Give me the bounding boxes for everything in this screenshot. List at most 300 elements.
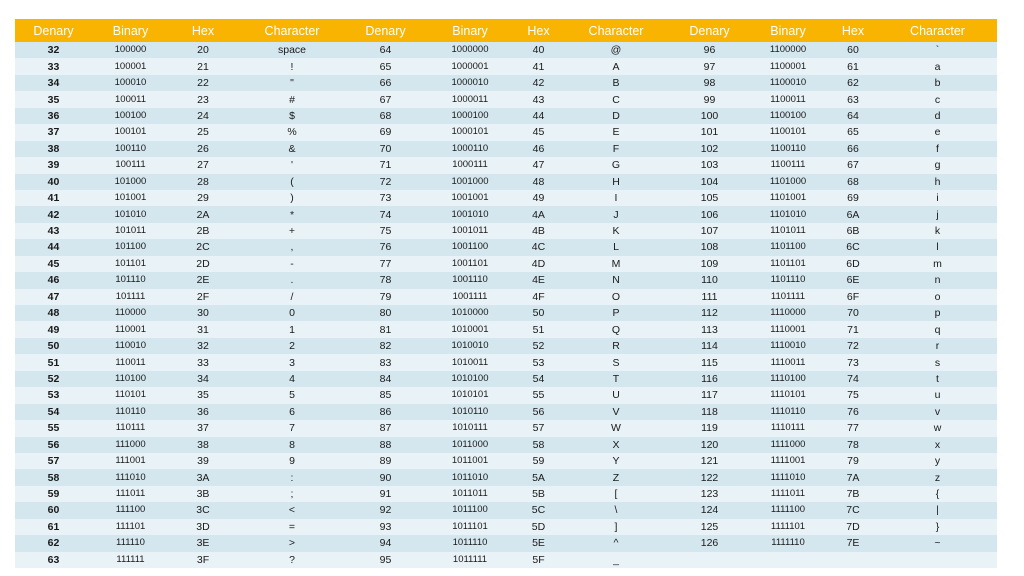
cell-denary: 55 — [47, 422, 60, 435]
cell-binary: 1110010 — [770, 340, 806, 352]
cell-denary: 69 — [379, 126, 392, 139]
cell-denary: 123 — [700, 488, 719, 501]
cell-hex: 43 — [532, 93, 545, 106]
cell-hex: 6F — [846, 290, 860, 303]
table-row — [15, 124, 997, 140]
table-row — [15, 256, 997, 272]
cell-denary: 34 — [47, 77, 60, 90]
cell-binary: 1010011 — [451, 356, 489, 368]
cell-binary: 111100 — [115, 504, 146, 516]
cell-denary: 125 — [700, 520, 719, 533]
cell-hex: 58 — [532, 438, 545, 451]
cell-binary: 111111 — [116, 553, 145, 565]
cell-character: / — [290, 290, 294, 303]
cell-character: b — [934, 77, 941, 90]
cell-character: ; — [290, 488, 294, 501]
cell-denary: 56 — [47, 438, 60, 451]
cell-binary: 1010010 — [451, 340, 489, 352]
cell-denary: 49 — [47, 323, 60, 336]
cell-binary: 1011001 — [451, 455, 489, 467]
table-row — [15, 157, 997, 173]
cell-binary: 1011110 — [452, 537, 488, 549]
cell-binary: 100101 — [114, 126, 147, 138]
cell-hex: 60 — [847, 44, 859, 57]
cell-character: ~ — [934, 537, 941, 550]
cell-hex: 49 — [532, 192, 545, 205]
cell-character: = — [288, 520, 296, 533]
cell-character: ( — [290, 175, 294, 188]
table-row — [15, 453, 997, 469]
table-row — [15, 354, 997, 370]
cell-hex: 7E — [846, 537, 860, 550]
cell-hex: 70 — [847, 307, 859, 320]
cell-character: 2 — [289, 340, 295, 353]
cell-hex: 52 — [532, 340, 545, 353]
table-row — [15, 108, 997, 124]
cell-denary: 62 — [47, 537, 60, 550]
column-header-denary: Denary — [365, 23, 406, 38]
cell-character: 0 — [289, 307, 295, 320]
cell-binary: 111011 — [115, 488, 146, 500]
cell-binary — [748, 552, 828, 568]
ascii-table-container — [15, 19, 997, 568]
cell-binary: 1101100 — [770, 241, 806, 253]
cell-denary: 90 — [379, 471, 392, 484]
column-header-denary: Denary — [689, 23, 730, 38]
cell-binary: 100111 — [115, 159, 146, 171]
cell-hex: 79 — [847, 455, 859, 468]
cell-binary: 111101 — [115, 520, 146, 532]
cell-character: O — [611, 290, 621, 303]
cell-binary: 1001101 — [451, 257, 489, 269]
cell-denary: 54 — [47, 405, 60, 418]
cell-denary: 108 — [700, 241, 719, 254]
ascii-table — [15, 19, 997, 568]
cell-denary: 84 — [379, 372, 392, 385]
cell-binary: 1001011 — [451, 225, 489, 237]
cell-hex: 5B — [532, 488, 545, 501]
cell-denary: 121 — [700, 455, 719, 468]
cell-binary: 1110001 — [770, 323, 806, 335]
cell-character: \ — [614, 504, 618, 517]
cell-binary: 111010 — [115, 471, 146, 483]
cell-character: ! — [290, 60, 294, 73]
cell-character: q — [934, 323, 941, 336]
cell-character: i — [936, 192, 939, 205]
cell-hex: 27 — [197, 159, 209, 172]
cell-hex: 2A — [196, 208, 210, 221]
cell-hex: 3D — [196, 520, 210, 533]
cell-hex: 3B — [196, 488, 210, 501]
cell-character: J — [613, 208, 619, 221]
cell-hex: 6B — [846, 225, 860, 238]
cell-hex: 57 — [532, 422, 545, 435]
cell-hex: 4B — [532, 225, 545, 238]
cell-denary: 104 — [700, 175, 719, 188]
table-row — [15, 223, 997, 239]
cell-character: : — [290, 471, 294, 484]
cell-binary: 1010110 — [451, 405, 489, 417]
cell-binary: 110010 — [115, 340, 146, 352]
table-row — [15, 206, 997, 222]
cell-character: l — [936, 241, 939, 254]
cell-binary: 101011 — [115, 225, 146, 237]
cell-hex: 6D — [846, 257, 860, 270]
cell-binary: 1101011 — [770, 225, 806, 237]
table-row — [15, 338, 997, 354]
cell-hex: 38 — [197, 438, 209, 451]
cell-character: o — [934, 290, 941, 303]
cell-hex: 4C — [531, 241, 546, 254]
header-row — [15, 19, 997, 42]
cell-character: M — [611, 257, 621, 270]
cell-denary: 89 — [379, 455, 392, 468]
cell-binary: 100011 — [115, 93, 146, 105]
cell-binary: 1111110 — [771, 537, 805, 549]
cell-hex: 45 — [532, 126, 545, 139]
table-row — [15, 535, 997, 551]
cell-binary: 1011011 — [452, 488, 488, 500]
cell-character: A — [612, 60, 620, 73]
cell-denary: 94 — [379, 537, 392, 550]
cell-character: m — [933, 257, 942, 270]
cell-binary: 1110110 — [770, 405, 806, 417]
cell-character: L — [613, 241, 619, 254]
cell-character: f — [936, 142, 939, 155]
cell-binary: 1000101 — [451, 126, 489, 138]
cell-character: & — [288, 142, 296, 155]
cell-hex: 5D — [531, 520, 546, 533]
cell-denary: 107 — [700, 225, 719, 238]
cell-binary: 1001001 — [451, 192, 489, 204]
cell-denary: 93 — [379, 520, 392, 533]
cell-denary: 105 — [700, 192, 719, 205]
cell-character: S — [612, 356, 620, 369]
cell-binary: 1101001 — [769, 192, 807, 204]
cell-denary: 117 — [701, 389, 718, 402]
cell-hex: 4D — [531, 257, 546, 270]
cell-denary: 39 — [47, 159, 60, 172]
cell-binary: 100100 — [114, 109, 147, 121]
cell-binary: 1110100 — [770, 372, 806, 384]
cell-binary: 1001010 — [451, 208, 489, 220]
cell-denary: 64 — [379, 44, 392, 57]
cell-denary: 53 — [47, 389, 60, 402]
cell-character: ` — [935, 44, 940, 57]
cell-denary: 103 — [700, 159, 719, 172]
cell-character: . — [290, 274, 294, 287]
cell-character: C — [612, 93, 620, 106]
cell-hex: 54 — [532, 372, 545, 385]
table-row — [15, 272, 997, 288]
cell-denary: 42 — [47, 208, 60, 221]
cell-denary: 111 — [701, 290, 718, 303]
cell-hex: 7C — [846, 504, 860, 517]
cell-denary: 87 — [379, 422, 392, 435]
cell-denary: 48 — [47, 307, 60, 320]
table-row — [15, 75, 997, 91]
cell-character: t — [936, 372, 939, 385]
cell-denary: 71 — [379, 159, 392, 172]
cell-denary: 58 — [47, 471, 60, 484]
cell-hex: 44 — [532, 109, 545, 122]
cell-denary — [671, 552, 748, 568]
cell-denary: 80 — [379, 307, 392, 320]
cell-binary: 110101 — [115, 389, 146, 401]
cell-hex: 3C — [196, 504, 210, 517]
column-header-hex: Hex — [841, 23, 865, 38]
cell-binary: 1010100 — [451, 372, 489, 384]
cell-hex: 78 — [847, 438, 859, 451]
cell-character: X — [612, 438, 620, 451]
cell-denary: 126 — [700, 537, 719, 550]
cell-binary: 1101110 — [770, 274, 806, 286]
cell-binary: 1101101 — [770, 257, 806, 269]
table-row — [15, 91, 997, 107]
cell-character: v — [934, 405, 941, 418]
cell-denary: 77 — [379, 257, 392, 270]
cell-binary: 1011111 — [452, 553, 488, 565]
cell-binary: 1010000 — [451, 307, 489, 319]
cell-hex: 30 — [197, 307, 209, 320]
cell-binary: 101000 — [114, 175, 147, 187]
cell-character: ] — [614, 520, 618, 533]
cell-denary: 60 — [47, 504, 60, 517]
cell-denary: 99 — [703, 93, 716, 106]
cell-denary: 32 — [47, 44, 60, 57]
cell-denary: 67 — [379, 93, 392, 106]
cell-character: h — [934, 175, 941, 188]
cell-hex: 2C — [196, 241, 210, 254]
cell-character: ' — [290, 159, 293, 172]
cell-hex: 62 — [847, 77, 859, 90]
cell-hex: 5F — [532, 553, 545, 566]
cell-hex: 2D — [196, 257, 210, 270]
cell-hex: 47 — [532, 159, 545, 172]
cell-hex: 21 — [197, 60, 209, 73]
cell-denary: 100 — [700, 109, 719, 122]
cell-hex: 23 — [197, 93, 209, 106]
cell-hex: 64 — [847, 109, 859, 122]
cell-denary: 96 — [703, 44, 716, 57]
cell-hex: 72 — [847, 340, 859, 353]
cell-character: N — [612, 274, 620, 287]
cell-denary: 41 — [47, 192, 60, 205]
cell-binary: 1011010 — [451, 471, 489, 483]
cell-hex: 63 — [847, 93, 859, 106]
cell-binary: 101110 — [115, 274, 146, 286]
cell-denary: 118 — [701, 405, 718, 418]
cell-character: - — [290, 257, 294, 270]
cell-character: I — [614, 192, 618, 205]
cell-denary: 44 — [47, 241, 60, 254]
cell-hex: 32 — [197, 340, 209, 353]
cell-denary: 109 — [700, 257, 719, 270]
cell-binary: 1101000 — [769, 175, 807, 187]
cell-character: w — [933, 422, 942, 435]
cell-binary: 1000000 — [451, 44, 489, 56]
cell-denary: 76 — [379, 241, 392, 254]
cell-denary: 50 — [47, 340, 60, 353]
cell-binary: 1000011 — [451, 93, 489, 105]
cell-binary: 1100001 — [769, 60, 807, 72]
cell-denary: 65 — [379, 60, 392, 73]
cell-denary: 57 — [47, 455, 60, 468]
cell-denary: 72 — [379, 175, 392, 188]
cell-denary: 66 — [379, 77, 392, 90]
cell-hex: 51 — [532, 323, 545, 336]
cell-hex: 73 — [847, 356, 859, 369]
cell-denary: 68 — [379, 109, 392, 122]
cell-denary: 63 — [47, 553, 60, 566]
column-header-character: Character — [264, 23, 320, 38]
cell-binary: 1010111 — [452, 422, 488, 434]
cell-denary: 52 — [47, 372, 60, 385]
cell-denary: 43 — [47, 225, 60, 238]
cell-hex: 3A — [196, 471, 210, 484]
cell-hex: 69 — [847, 192, 859, 205]
cell-hex: 68 — [847, 175, 859, 188]
cell-binary: 1000111 — [452, 159, 488, 171]
cell-binary: 1101010 — [769, 208, 807, 220]
cell-binary: 110001 — [115, 323, 146, 335]
table-row — [15, 437, 997, 453]
cell-binary: 1110111 — [770, 422, 806, 434]
cell-binary: 110110 — [115, 405, 146, 417]
cell-character: 1 — [289, 323, 295, 336]
table-row — [15, 289, 997, 305]
cell-character: R — [612, 340, 620, 353]
cell-denary: 97 — [703, 60, 716, 73]
cell-character: K — [612, 225, 620, 238]
cell-hex: 22 — [197, 77, 209, 90]
cell-binary: 1110011 — [770, 356, 806, 368]
cell-hex: 2F — [196, 290, 210, 303]
cell-binary: 1010101 — [451, 389, 489, 401]
cell-binary: 110011 — [115, 356, 146, 368]
cell-denary: 61 — [47, 520, 60, 533]
cell-hex: 28 — [197, 175, 209, 188]
cell-hex: 25 — [197, 126, 209, 139]
cell-hex: 77 — [847, 422, 859, 435]
cell-binary: 1000001 — [451, 60, 489, 72]
cell-binary: 1001110 — [452, 274, 488, 286]
cell-character: Z — [612, 471, 620, 484]
cell-denary: 70 — [379, 142, 392, 155]
cell-hex: 2E — [196, 274, 210, 287]
cell-hex: 5A — [532, 471, 545, 484]
cell-character: 9 — [289, 455, 295, 468]
cell-character: ^ — [613, 537, 619, 550]
cell-denary: 59 — [47, 488, 60, 501]
cell-denary: 110 — [701, 274, 718, 287]
cell-denary: 73 — [379, 192, 392, 205]
cell-binary: 1110101 — [770, 389, 806, 401]
cell-character: p — [934, 307, 941, 320]
cell-character: _ — [613, 553, 619, 566]
cell-hex: 71 — [847, 323, 859, 336]
cell-hex: 39 — [197, 455, 209, 468]
column-header-binary: Binary — [112, 23, 149, 38]
cell-character: space — [277, 44, 307, 57]
cell-character: $ — [289, 109, 295, 122]
table-row — [15, 42, 997, 58]
cell-binary: 101111 — [115, 290, 146, 302]
cell-character: Y — [612, 455, 620, 468]
cell-hex: 4A — [532, 208, 545, 221]
cell-character: 8 — [289, 438, 295, 451]
table-row — [15, 420, 997, 436]
cell-binary: 1100101 — [769, 126, 807, 138]
table-row — [15, 58, 997, 74]
cell-binary: 100000 — [114, 44, 147, 56]
cell-character: y — [934, 455, 941, 468]
cell-character: U — [612, 389, 620, 402]
cell-character: < — [288, 504, 296, 517]
cell-binary: 1111000 — [770, 438, 806, 450]
cell-hex: 3E — [196, 537, 210, 550]
cell-character: T — [612, 372, 620, 385]
cell-binary: 1011100 — [452, 504, 488, 516]
cell-binary: 1000010 — [451, 77, 489, 89]
cell-denary: 40 — [47, 175, 60, 188]
cell-character: z — [934, 471, 941, 484]
cell-character: W — [611, 422, 621, 435]
cell-binary: 1111001 — [770, 455, 806, 467]
cell-hex: 4F — [532, 290, 545, 303]
cell-hex: 76 — [847, 405, 859, 418]
cell-denary: 124 — [700, 504, 719, 517]
cell-character: > — [288, 537, 296, 550]
cell-hex: 50 — [532, 307, 545, 320]
cell-denary: 91 — [379, 488, 392, 501]
cell-denary: 51 — [47, 356, 60, 369]
cell-denary: 47 — [47, 290, 60, 303]
cell-character: D — [612, 109, 620, 122]
cell-binary: 1100100 — [769, 109, 807, 121]
cell-character: P — [612, 307, 620, 320]
cell-character: H — [612, 175, 620, 188]
cell-character: G — [611, 159, 621, 172]
cell-character: + — [288, 225, 296, 238]
cell-denary: 102 — [700, 142, 719, 155]
table-row — [15, 141, 997, 157]
cell-character: 3 — [289, 356, 295, 369]
table-row — [15, 486, 997, 502]
cell-denary: 95 — [379, 553, 392, 566]
cell-denary: 85 — [379, 389, 392, 402]
cell-character: " — [290, 77, 294, 90]
cell-binary: 101001 — [114, 192, 147, 204]
cell-binary: 101010 — [114, 208, 147, 220]
cell-character: 4 — [289, 372, 295, 385]
cell-binary: 110100 — [115, 372, 146, 384]
cell-binary: 1101111 — [770, 290, 806, 302]
cell-character: F — [612, 142, 620, 155]
cell-binary: 111001 — [115, 455, 146, 467]
cell-denary: 35 — [47, 93, 60, 106]
cell-hex: 40 — [532, 44, 545, 57]
cell-hex: 3F — [196, 553, 210, 566]
cell-denary: 114 — [701, 340, 718, 353]
cell-character: * — [289, 208, 295, 221]
cell-character: E — [612, 126, 620, 139]
cell-binary: 1100110 — [770, 142, 806, 154]
cell-character: u — [934, 389, 941, 402]
cell-character: s — [934, 356, 941, 369]
table-body — [15, 42, 997, 568]
cell-character: % — [287, 126, 297, 139]
